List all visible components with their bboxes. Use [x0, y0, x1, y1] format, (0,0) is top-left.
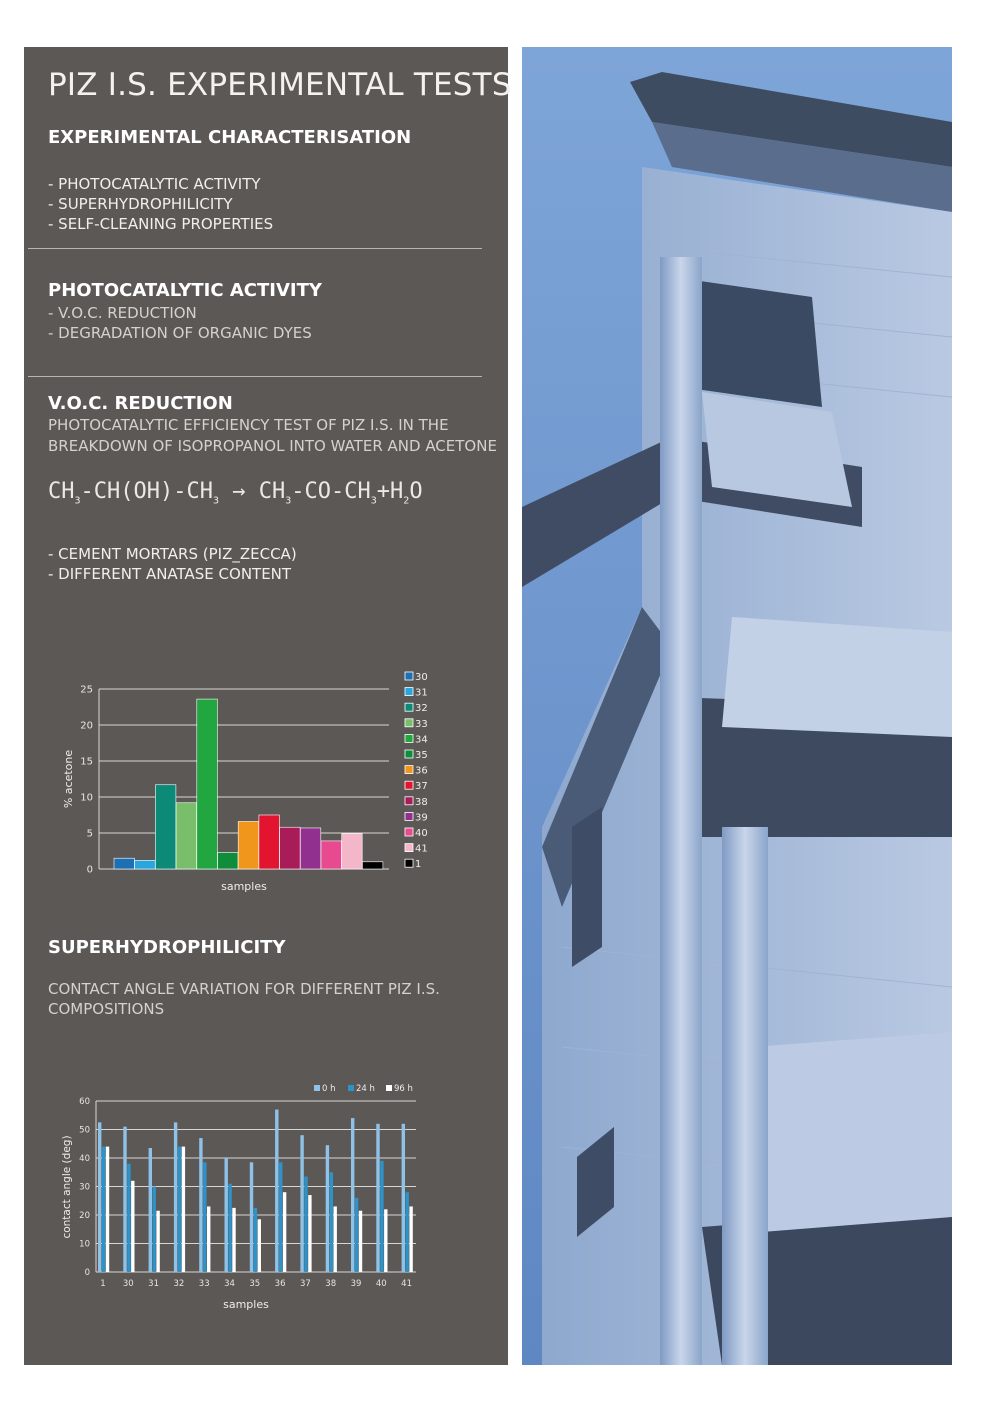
bar: [351, 1118, 354, 1272]
legend-label: 0 h: [322, 1084, 336, 1094]
bar: [326, 1145, 329, 1272]
page-title: PIZ I.S. EXPERIMENTAL TESTS: [48, 67, 512, 103]
bar: [225, 1158, 228, 1272]
x-tick-label: 35: [249, 1279, 261, 1289]
bar: [149, 1148, 152, 1272]
bar: [254, 1208, 257, 1272]
bar: [123, 1127, 126, 1272]
building-photo: [522, 47, 952, 1365]
bar: [359, 1211, 362, 1272]
legend-swatch: [405, 844, 413, 852]
bar: [259, 815, 280, 869]
x-tick-label: 39: [350, 1279, 362, 1289]
section-heading-superhydrophilicity: SUPERHYDROPHILICITY: [48, 937, 286, 958]
x-tick-label: 32: [173, 1279, 185, 1289]
x-tick-label: 34: [224, 1279, 235, 1289]
bar: [207, 1206, 210, 1272]
legend-label: 33: [415, 718, 428, 730]
legend-swatch: [405, 672, 413, 680]
legend-label: 30: [415, 672, 428, 683]
bar: [330, 1172, 333, 1272]
x-axis-label: samples: [223, 1298, 269, 1311]
legend-swatch: [405, 812, 413, 820]
list-item: - SUPERHYDROPHILICITY: [48, 195, 233, 213]
legend-swatch: [405, 828, 413, 836]
bar: [275, 1110, 278, 1272]
legend-swatch: [405, 688, 413, 696]
y-tick-label: 40: [79, 1154, 90, 1164]
bar: [102, 1147, 105, 1272]
section-heading-characterisation: EXPERIMENTAL CHARACTERISATION: [48, 127, 412, 148]
bar: [228, 1184, 231, 1272]
bar: [380, 1161, 383, 1272]
legend-label: 38: [415, 796, 428, 808]
legend-label: 34: [415, 734, 428, 746]
bar: [218, 852, 239, 869]
bar: [258, 1219, 261, 1272]
bar: [106, 1147, 109, 1272]
bar: [238, 821, 259, 869]
y-tick-label: 0: [84, 1268, 90, 1278]
legend-label: 37: [415, 781, 428, 793]
legend-swatch: [405, 781, 413, 789]
list-item: - SELF-CLEANING PROPERTIES: [48, 215, 274, 233]
bar: [250, 1162, 253, 1272]
legend-label: 41: [415, 843, 428, 855]
y-tick-label: 5: [86, 828, 93, 840]
list-item: - DEGRADATION OF ORGANIC DYES: [48, 324, 312, 342]
bar: [283, 1192, 286, 1272]
text-panel: [24, 47, 512, 1365]
bar: [176, 803, 197, 869]
bar: [321, 841, 342, 869]
legend-swatch: [405, 797, 413, 805]
x-tick-label: 38: [325, 1279, 337, 1289]
divider: [28, 248, 482, 249]
bar: [308, 1195, 311, 1272]
bar: [376, 1124, 379, 1272]
bar: [127, 1164, 130, 1272]
y-tick-label: 20: [79, 1211, 90, 1221]
y-tick-label: 30: [79, 1182, 90, 1193]
bar: [402, 1124, 405, 1272]
legend-label: 39: [415, 812, 428, 824]
bar: [131, 1181, 134, 1272]
bar: [300, 828, 321, 869]
list-item: - V.O.C. REDUCTION: [48, 304, 197, 322]
bar: [182, 1147, 185, 1272]
section-description: COMPOSITIONS: [48, 1000, 165, 1018]
legend-swatch: [405, 703, 413, 711]
building-photo-illustration: [522, 47, 952, 1365]
y-tick-label: 15: [80, 756, 93, 768]
legend-swatch: [405, 859, 413, 867]
bar: [409, 1206, 412, 1272]
bar: [199, 1138, 202, 1272]
y-tick-label: 0: [86, 864, 93, 876]
legend-swatch: [405, 766, 413, 774]
x-tick-label: 40: [375, 1279, 387, 1289]
bar: [155, 785, 176, 869]
y-tick-label: 50: [79, 1125, 90, 1136]
section-heading-voc: V.O.C. REDUCTION: [48, 393, 233, 414]
x-tick-label: 37: [299, 1279, 311, 1289]
x-tick-label: 41: [401, 1279, 413, 1289]
y-axis-label: contact angle (deg): [61, 1135, 73, 1239]
list-item: - DIFFERENT ANATASE CONTENT: [48, 565, 292, 583]
contact-angle-bar-chart: [44, 1077, 464, 1317]
bar: [156, 1211, 159, 1272]
bar: [203, 1162, 206, 1272]
chemical-formula: $CH_3-CH(OH)-CH_3 \to CH_3-CO-CH_3+H_2O$: [48, 479, 423, 507]
bar: [300, 1135, 303, 1272]
legend-swatch: [405, 750, 413, 758]
x-tick-label: 30: [122, 1279, 134, 1289]
legend-label: 35: [415, 750, 428, 761]
legend-label: 31: [415, 687, 428, 699]
bar: [406, 1192, 409, 1272]
list-item: - CEMENT MORTARS (PIZ_ZECCA): [48, 545, 297, 563]
bar: [232, 1208, 235, 1272]
y-tick-label: 20: [80, 720, 93, 732]
bar: [304, 1177, 307, 1272]
divider: [28, 376, 482, 377]
legend-swatch: [314, 1085, 320, 1091]
bar: [178, 1147, 181, 1272]
y-axis-label: % acetone: [62, 749, 75, 809]
bar: [334, 1206, 337, 1272]
section-description: BREAKDOWN OF ISOPROPANOL INTO WATER AND ACETONE: [48, 437, 497, 455]
legend-label: 32: [415, 703, 428, 715]
section-description: CONTACT ANGLE VARIATION FOR DIFFERENT PIZ I.S.: [48, 980, 440, 998]
bar: [384, 1209, 387, 1272]
x-tick-label: 1: [100, 1279, 106, 1289]
bar: [135, 860, 156, 869]
y-tick-label: 60: [79, 1097, 90, 1107]
legend-swatch: [348, 1085, 354, 1091]
y-tick-label: 10: [79, 1239, 90, 1250]
legend-label: 24 h: [356, 1084, 375, 1094]
bar: [362, 862, 383, 869]
x-tick-label: 36: [274, 1279, 286, 1289]
legend-label: 40: [415, 828, 428, 839]
legend-swatch: [405, 734, 413, 742]
bar: [197, 699, 218, 869]
legend-swatch: [386, 1085, 392, 1091]
bar: [114, 858, 135, 869]
x-tick-label: 33: [198, 1279, 210, 1289]
y-tick-label: 10: [80, 792, 93, 804]
bar: [355, 1198, 358, 1272]
legend-label: 36: [415, 765, 428, 777]
y-tick-label: 25: [80, 684, 93, 696]
bar: [280, 827, 301, 869]
x-axis-label: samples: [221, 880, 267, 893]
legend-swatch: [405, 719, 413, 727]
legend-label: 96 h: [394, 1084, 413, 1094]
section-description: PHOTOCATALYTIC EFFICIENCY TEST OF PIZ I.S. IN THE: [48, 416, 449, 434]
bar: [342, 834, 363, 869]
legend-label: 1: [415, 859, 422, 871]
bar: [279, 1162, 282, 1272]
bar: [174, 1122, 177, 1272]
bar: [153, 1187, 156, 1273]
list-item: - PHOTOCATALYTIC ACTIVITY: [48, 175, 261, 193]
acetone-bar-chart: [44, 669, 464, 899]
bar: [98, 1122, 101, 1272]
section-heading-photocatalytic: PHOTOCATALYTIC ACTIVITY: [48, 280, 322, 301]
x-tick-label: 31: [148, 1279, 160, 1289]
